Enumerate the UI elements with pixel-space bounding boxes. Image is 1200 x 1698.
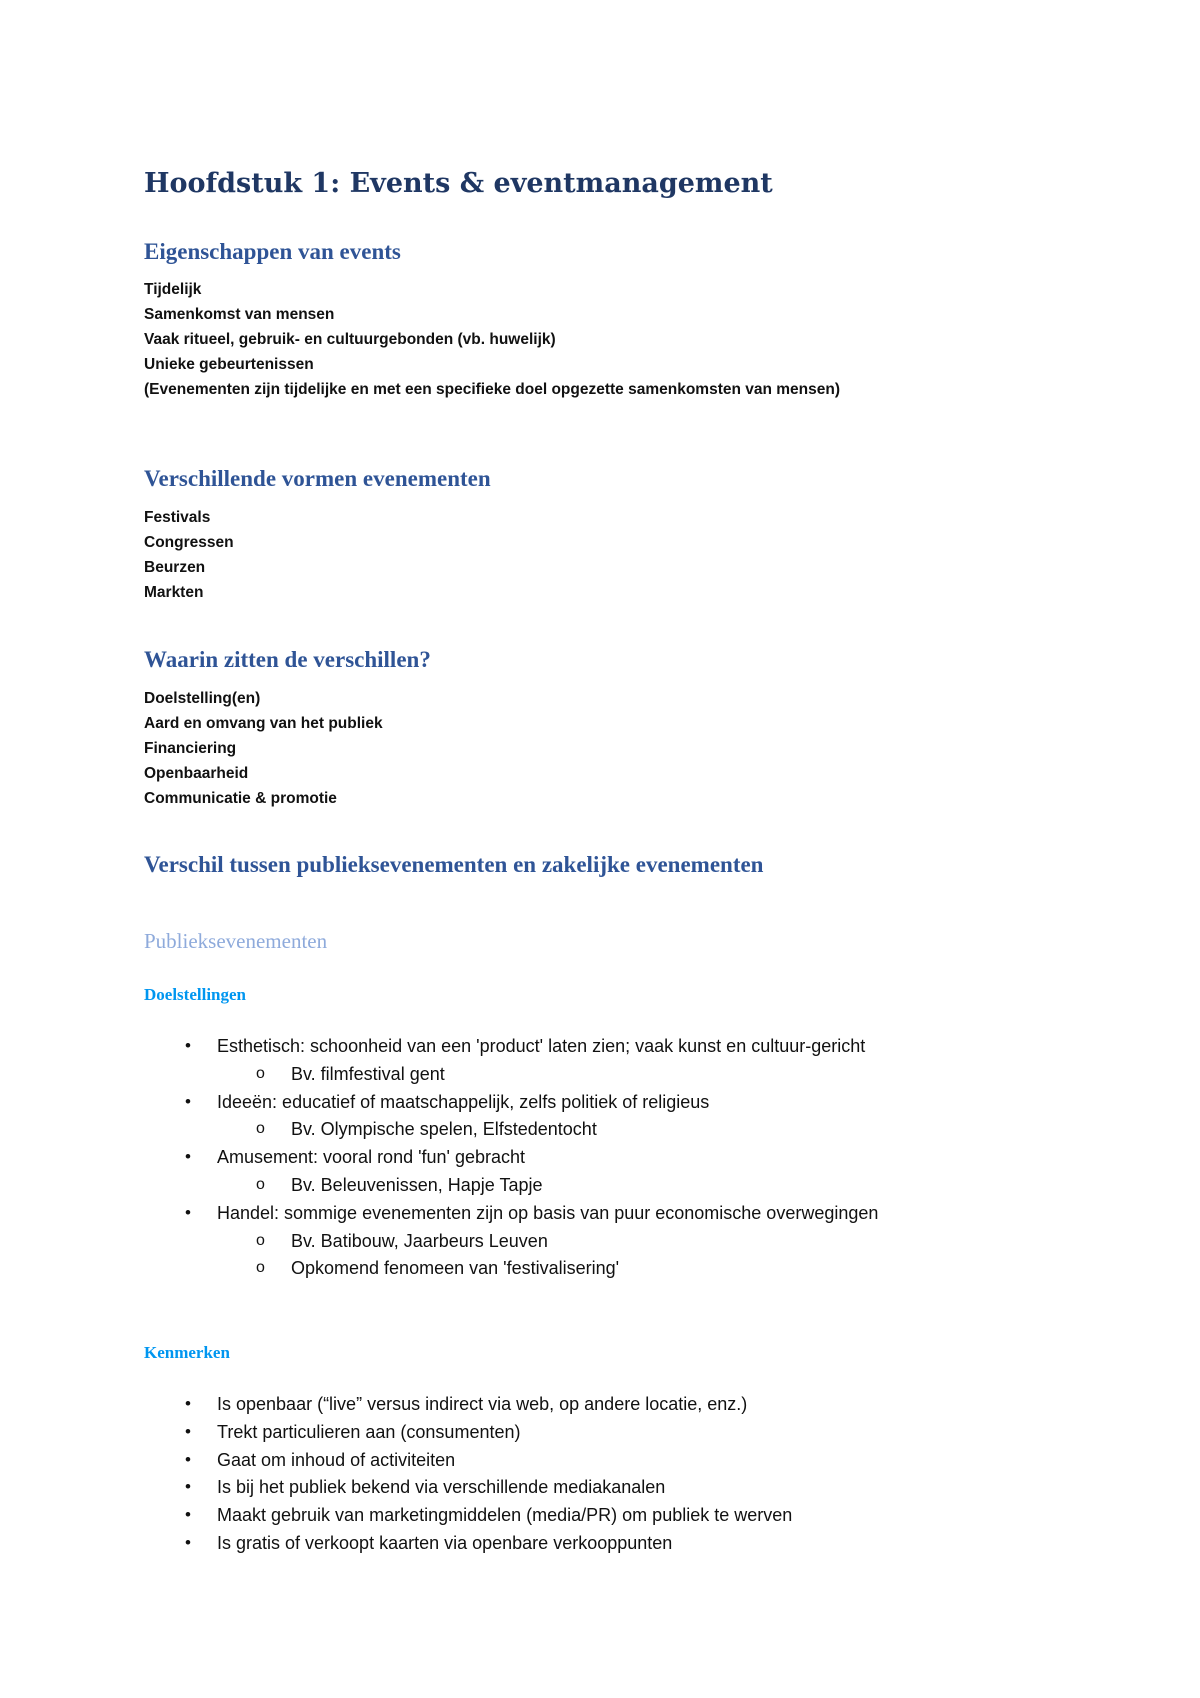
list-item: Openbaarheid xyxy=(144,765,249,782)
list-item xyxy=(144,1144,878,1172)
list-doelstellingen xyxy=(144,1033,878,1283)
bullet-icon: • xyxy=(185,1421,191,1441)
list-item xyxy=(144,1474,792,1502)
list-item-text: Handel: sommige evenementen zijn op basis van puur economische overwegingen xyxy=(217,1202,879,1223)
list-item xyxy=(144,1391,792,1419)
list-item xyxy=(144,1228,878,1256)
list-item-text: Ideeën: educatief of maatschappelijk, zelfs politiek of religieus xyxy=(217,1091,710,1112)
heading-doelstellingen: Doelstellingen xyxy=(144,985,246,1004)
list-item-text: Bv. filmfestival gent xyxy=(291,1063,445,1084)
sub-bullet-icon: o xyxy=(256,1175,265,1193)
list-item xyxy=(144,1061,878,1089)
list-item-text: Trekt particulieren aan (consumenten) xyxy=(217,1421,521,1442)
list-kenmerken xyxy=(144,1391,792,1558)
list-item: Samenkomst van mensen xyxy=(144,306,335,323)
heading-kenmerken: Kenmerken xyxy=(144,1343,230,1362)
list-item-text: Maakt gebruik van marketingmiddelen (media/PR) om publiek te werven xyxy=(217,1505,793,1526)
bullet-icon: • xyxy=(185,1202,191,1222)
list-item-text: Bv. Batibouw, Jaarbeurs Leuven xyxy=(291,1230,548,1251)
list-item: Financiering xyxy=(144,740,237,757)
list-eigenschappen xyxy=(144,277,840,402)
list-item: Aard en omvang van het publiek xyxy=(144,715,383,732)
list-item: Festivals xyxy=(144,509,211,526)
list-item xyxy=(144,1530,792,1558)
sub-bullet-icon: o xyxy=(256,1231,265,1249)
list-item: Markten xyxy=(144,584,204,601)
list-item: Congressen xyxy=(144,534,234,551)
bullet-icon: • xyxy=(185,1477,191,1497)
list-item-text: Opkomend fenomeen van 'festivalisering' xyxy=(291,1258,620,1279)
list-item xyxy=(144,1502,792,1530)
list-item: Beurzen xyxy=(144,559,206,576)
list-item-text: Is gratis of verkoopt kaarten via openbare verkooppunten xyxy=(217,1532,673,1553)
list-item-text: Gaat om inhoud of activiteiten xyxy=(217,1449,456,1470)
list-item-text: Esthetisch: schoonheid van een 'product' laten zien; vaak kunst en cultuur-gericht xyxy=(217,1036,866,1056)
bullet-icon: • xyxy=(185,1394,191,1413)
list-vormen xyxy=(144,505,234,605)
list-item xyxy=(144,1255,878,1283)
list-item xyxy=(144,1419,792,1447)
bullet-icon: • xyxy=(185,1036,191,1055)
list-item-text: Amusement: vooral rond 'fun' gebracht xyxy=(217,1147,526,1168)
bullet-icon: • xyxy=(185,1449,191,1469)
list-item: Doelstelling(en) xyxy=(144,690,261,707)
bullet-icon: • xyxy=(185,1147,191,1167)
heading-eigenschappen: Eigenschappen van events xyxy=(144,239,401,264)
list-item xyxy=(144,1089,878,1117)
heading-verschillen: Waarin zitten de verschillen? xyxy=(144,647,431,672)
list-item xyxy=(144,1116,878,1144)
list-item xyxy=(144,1172,878,1200)
list-item-text: Bv. Beleuvenissen, Hapje Tapje xyxy=(291,1174,543,1195)
page-title: Hoofdstuk 1: Events & eventmanagement xyxy=(144,168,773,199)
list-item xyxy=(144,1200,878,1228)
list-item-text: Is openbaar (“live” versus indirect via web, op andere locatie, enz.) xyxy=(217,1394,748,1414)
sub-bullet-icon: o xyxy=(256,1120,265,1138)
list-item: Tijdelijk xyxy=(144,281,202,298)
list-item xyxy=(144,1447,792,1475)
sub-bullet-icon: o xyxy=(256,1259,265,1277)
bullet-icon: • xyxy=(185,1532,191,1552)
list-item: Unieke gebeurtenissen xyxy=(144,356,314,373)
sub-bullet-icon: o xyxy=(256,1064,265,1082)
list-item: (Evenementen zijn tijdelijke en met een specifieke doel opgezette samenkomsten van mensen) xyxy=(144,381,841,398)
heading-vormen: Verschillende vormen evenementen xyxy=(144,466,491,491)
heading-publieksevenementen: Publieksevenementen xyxy=(144,929,328,953)
list-item-text: Is bij het publiek bekend via verschillende mediakanalen xyxy=(217,1477,666,1498)
heading-verschil-tussen: Verschil tussen publieksevenementen en zakelijke evenementen xyxy=(144,852,764,877)
list-item: Vaak ritueel, gebruik- en cultuurgebonden (vb. huwelijk) xyxy=(144,331,556,348)
list-item-text: Bv. Olympische spelen, Elfstedentocht xyxy=(291,1119,597,1140)
bullet-icon: • xyxy=(185,1505,191,1525)
list-item: Communicatie & promotie xyxy=(144,790,337,807)
list-item xyxy=(144,1033,878,1061)
list-verschillen xyxy=(144,686,383,811)
bullet-icon: • xyxy=(185,1091,191,1111)
